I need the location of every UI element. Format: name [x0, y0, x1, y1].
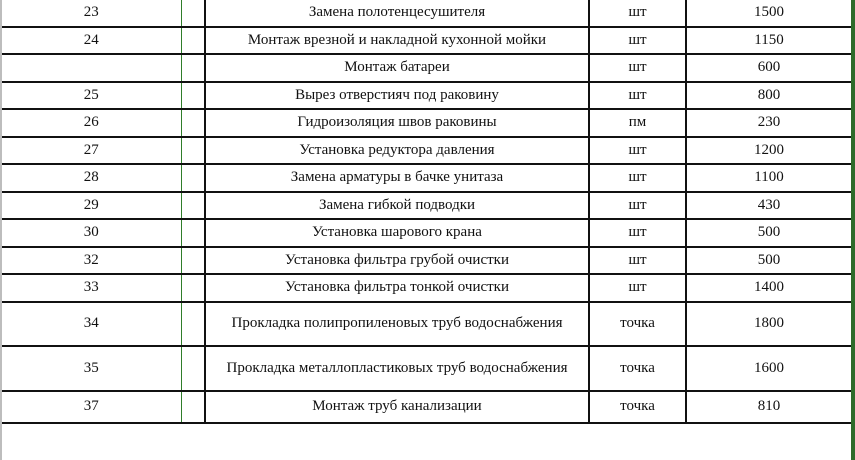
unit-cell[interactable]: точка: [589, 346, 686, 391]
unit-cell[interactable]: шт: [589, 274, 686, 302]
empty-cell[interactable]: [181, 164, 205, 192]
table-row: [2, 0, 851, 27]
table-row: [2, 247, 851, 275]
empty-cell[interactable]: [181, 302, 205, 347]
table-row: [2, 346, 851, 391]
row-number-cell[interactable]: 30: [2, 219, 181, 247]
price-cell[interactable]: 1400: [686, 274, 851, 302]
empty-cell[interactable]: [181, 54, 205, 82]
unit-cell[interactable]: точка: [589, 391, 686, 423]
table-row: [2, 27, 851, 55]
price-cell[interactable]: 500: [686, 219, 851, 247]
empty-cell[interactable]: [181, 82, 205, 110]
price-cell[interactable]: 1800: [686, 302, 851, 347]
price-cell[interactable]: 1200: [686, 137, 851, 165]
row-number-cell[interactable]: 33: [2, 274, 181, 302]
work-name-cell[interactable]: Монтаж врезной и накладной кухонной мойки: [205, 27, 589, 55]
work-name-cell[interactable]: Вырез отверстияч под раковину: [205, 82, 589, 110]
unit-cell[interactable]: шт: [589, 137, 686, 165]
empty-cell[interactable]: [181, 391, 205, 423]
price-table: [2, 0, 851, 424]
work-name-cell[interactable]: Установка редуктора давления: [205, 137, 589, 165]
work-name-cell[interactable]: Установка фильтра грубой очистки: [205, 247, 589, 275]
work-name-cell[interactable]: Замена полотенцесушителя: [205, 0, 589, 27]
unit-cell[interactable]: шт: [589, 0, 686, 27]
unit-cell[interactable]: шт: [589, 192, 686, 220]
table-row: [2, 274, 851, 302]
empty-cell[interactable]: [181, 0, 205, 27]
row-number-cell[interactable]: 28: [2, 164, 181, 192]
price-cell[interactable]: 1500: [686, 0, 851, 27]
work-name-cell[interactable]: Монтаж батареи: [205, 54, 589, 82]
row-number-cell[interactable]: 23: [2, 0, 181, 27]
unit-cell[interactable]: шт: [589, 27, 686, 55]
price-table-body: [2, 0, 851, 423]
row-number-cell[interactable]: 27: [2, 137, 181, 165]
price-cell[interactable]: 230: [686, 109, 851, 137]
table-row: [2, 54, 851, 82]
row-number-cell[interactable]: 34: [2, 302, 181, 347]
unit-cell[interactable]: шт: [589, 54, 686, 82]
empty-cell[interactable]: [181, 274, 205, 302]
work-name-cell[interactable]: Установка фильтра тонкой очистки: [205, 274, 589, 302]
table-row: [2, 219, 851, 247]
work-name-cell[interactable]: Установка шарового крана: [205, 219, 589, 247]
unit-cell[interactable]: шт: [589, 82, 686, 110]
table-row: [2, 302, 851, 347]
row-number-cell[interactable]: 25: [2, 82, 181, 110]
unit-cell[interactable]: пм: [589, 109, 686, 137]
price-cell[interactable]: 1150: [686, 27, 851, 55]
row-number-cell[interactable]: 24: [2, 27, 181, 55]
price-cell[interactable]: 800: [686, 82, 851, 110]
empty-cell[interactable]: [181, 27, 205, 55]
work-name-cell[interactable]: Прокладка металлопластиковых труб водоснабжения: [205, 346, 589, 391]
table-row: [2, 192, 851, 220]
table-row: [2, 82, 851, 110]
unit-cell[interactable]: шт: [589, 164, 686, 192]
empty-cell[interactable]: [181, 247, 205, 275]
work-name-cell[interactable]: Гидроизоляция швов раковины: [205, 109, 589, 137]
window-right-edge: [851, 0, 855, 460]
row-number-cell[interactable]: 29: [2, 192, 181, 220]
table-row: [2, 164, 851, 192]
work-name-cell[interactable]: Замена арматуры в бачке унитаза: [205, 164, 589, 192]
price-cell[interactable]: 1100: [686, 164, 851, 192]
unit-cell[interactable]: шт: [589, 247, 686, 275]
unit-cell[interactable]: шт: [589, 219, 686, 247]
empty-cell[interactable]: [181, 346, 205, 391]
price-cell[interactable]: 430: [686, 192, 851, 220]
empty-cell[interactable]: [181, 137, 205, 165]
work-name-cell[interactable]: Монтаж труб канализации: [205, 391, 589, 423]
work-name-cell[interactable]: Замена гибкой подводки: [205, 192, 589, 220]
price-cell[interactable]: 1600: [686, 346, 851, 391]
empty-cell[interactable]: [181, 192, 205, 220]
unit-cell[interactable]: точка: [589, 302, 686, 347]
price-cell[interactable]: 500: [686, 247, 851, 275]
price-cell[interactable]: 810: [686, 391, 851, 423]
table-row: [2, 109, 851, 137]
work-name-cell[interactable]: Прокладка полипропиленовых труб водоснабжения: [205, 302, 589, 347]
row-number-cell[interactable]: 26: [2, 109, 181, 137]
row-number-cell[interactable]: 32: [2, 247, 181, 275]
table-row: [2, 391, 851, 423]
row-number-cell[interactable]: 35: [2, 346, 181, 391]
table-row: [2, 137, 851, 165]
empty-cell[interactable]: [181, 219, 205, 247]
row-number-cell[interactable]: 37: [2, 391, 181, 423]
row-number-cell[interactable]: [2, 54, 181, 82]
price-cell[interactable]: 600: [686, 54, 851, 82]
empty-cell[interactable]: [181, 109, 205, 137]
